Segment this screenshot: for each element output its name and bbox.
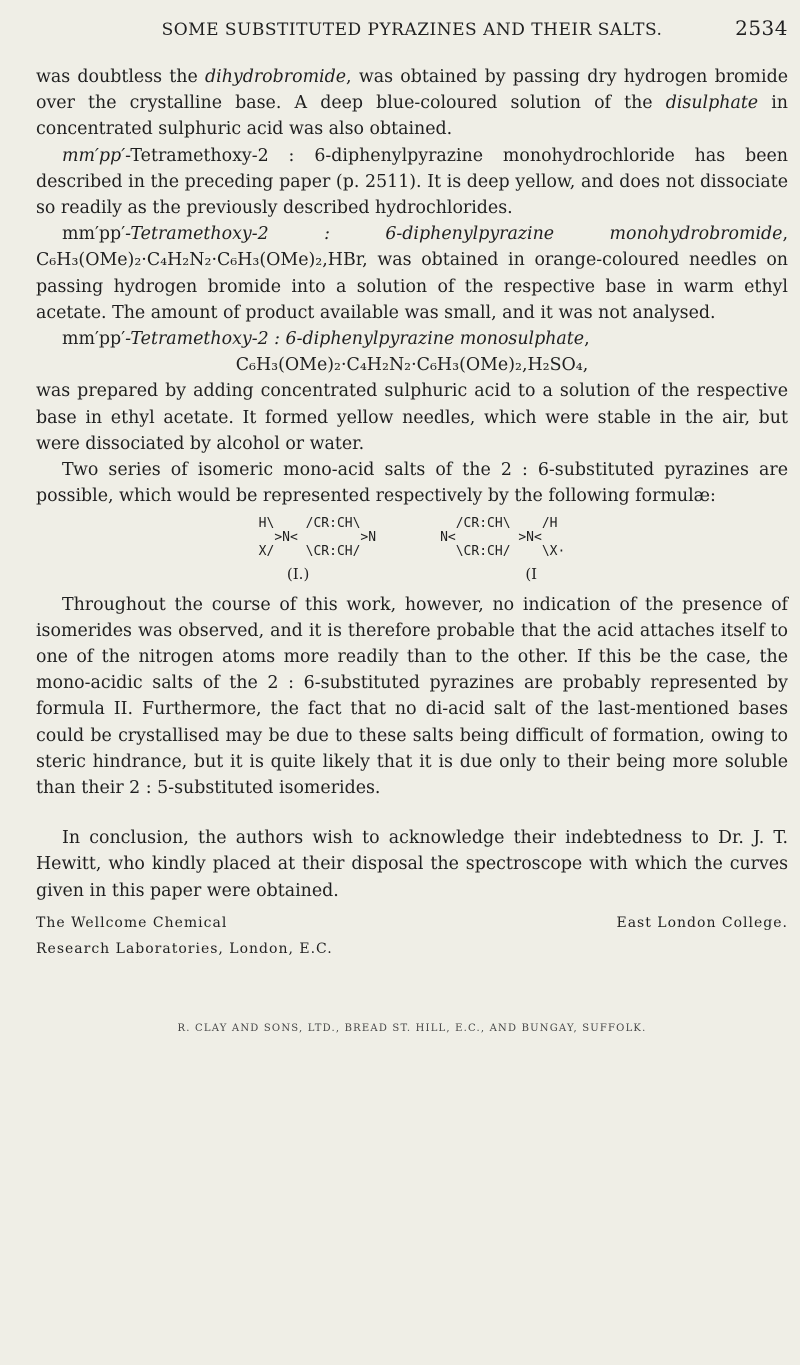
affiliation-line [36, 910, 788, 936]
paragraph-dihydrobromide: was doubtless the dihydrobromide, was obtained by passing dry hydrogen bromide over the crystalline base. A deep blue-coloured solution of the disulphate in concentrated sulphuric acid was also obtained. [36, 67, 789, 140]
paragraph-acknowledgement: In conclusion, the authors wish to acknowledge their indebtedness to Dr. J. T. Hewitt, who kindly placed at their disposal the spectroscope with which the curves given in this paper were obtained. [36, 828, 788, 901]
paragraph-monosulphate-cont: was prepared by adding concentrated sulphuric acid to a solution of the respective base in ethyl acetate. It formed yellow needles, which were stable in the air, but were dissociated by alcohol or water. [36, 381, 788, 454]
structure-formula-I: H\ /CR:CH\ >N< >N X/ \CR:CH/ [258, 516, 377, 560]
article-body [36, 64, 788, 1043]
structure-formula-II: /CR:CH\ /H N< >N< \CR:CH/ \X· [440, 516, 566, 560]
affiliation-left-1: The Wellcome Chemical [36, 914, 228, 931]
running-header [36, 16, 788, 50]
paragraph-isomeric-salts: Two series of isomeric mono-acid salts of the 2 : 6-substituted pyrazines are possible, which would be represented respectively by the following formulæ: [36, 460, 788, 507]
paragraph-monohydrobromide: mm′pp′-Tetramethoxy-2 : 6-diphenylpyrazine monohydrobromide, C₆H₃(OMe)₂·C₄H₂N₂·C₆H₃(OMe)₂,HBr, was obtained in orange-coloured needles on passing hydrogen bromide into a solution of the respective base in warm ethyl acetate. The amount of product available was small, and it was not analysed. [36, 224, 788, 323]
monosulphate-formula: C₆H₃(OMe)₂·C₄H₂N₂·C₆H₃(OMe)₂,H₂SO₄, [235, 355, 589, 376]
paragraph-isomerides: Throughout the course of this work, however, no indication of the presence of isomerides was observed, and it is therefore probable that the acid attaches itself to one of the nitrogen atoms more readily than to the other. If this be the case, the mono-acidic salts of the 2 : 6-substituted pyrazines are probably represented by formula II. Furthermore, the fact that no di-acid salt of the last-mentioned bases could be crystallised may be due to these salts being difficult of formation, owing to steric hindrance, but it is quite likely that it is due only to their being more soluble than their 2 : 5-substituted isomerides. [36, 594, 788, 799]
structure-labels [36, 561, 788, 587]
running-title: SOME SUBSTITUTED PYRAZINES AND THEIR SALTS. [161, 20, 663, 40]
section-gap [36, 801, 788, 825]
label-formula-I: (I.) [286, 565, 310, 584]
page-number: 2534 [735, 16, 788, 40]
paragraph-monosulphate: mm′pp′-Tetramethoxy-2 : 6-diphenylpyrazine monosulphate, [62, 329, 590, 350]
label-formula-II: (I [525, 565, 538, 584]
affiliation-right: East London College. [616, 914, 788, 931]
printer-imprint: R. CLAY AND SONS, LTD., BREAD ST. HILL, E.C., AND BUNGAY, SUFFOLK. [177, 1023, 647, 1035]
paragraph-monohydrochloride: mm′pp′-Tetramethoxy-2 : 6-diphenylpyrazine monohydrochloride has been described in the preceding paper (p. 2511). It is deep yellow, and does not dissociate so readily as the previously described hydrochlorides. [36, 145, 788, 219]
structural-formulae [36, 517, 788, 559]
affiliation-left-2: Research Laboratories, London, E.C. [36, 941, 333, 958]
document-page [36, 16, 789, 1043]
